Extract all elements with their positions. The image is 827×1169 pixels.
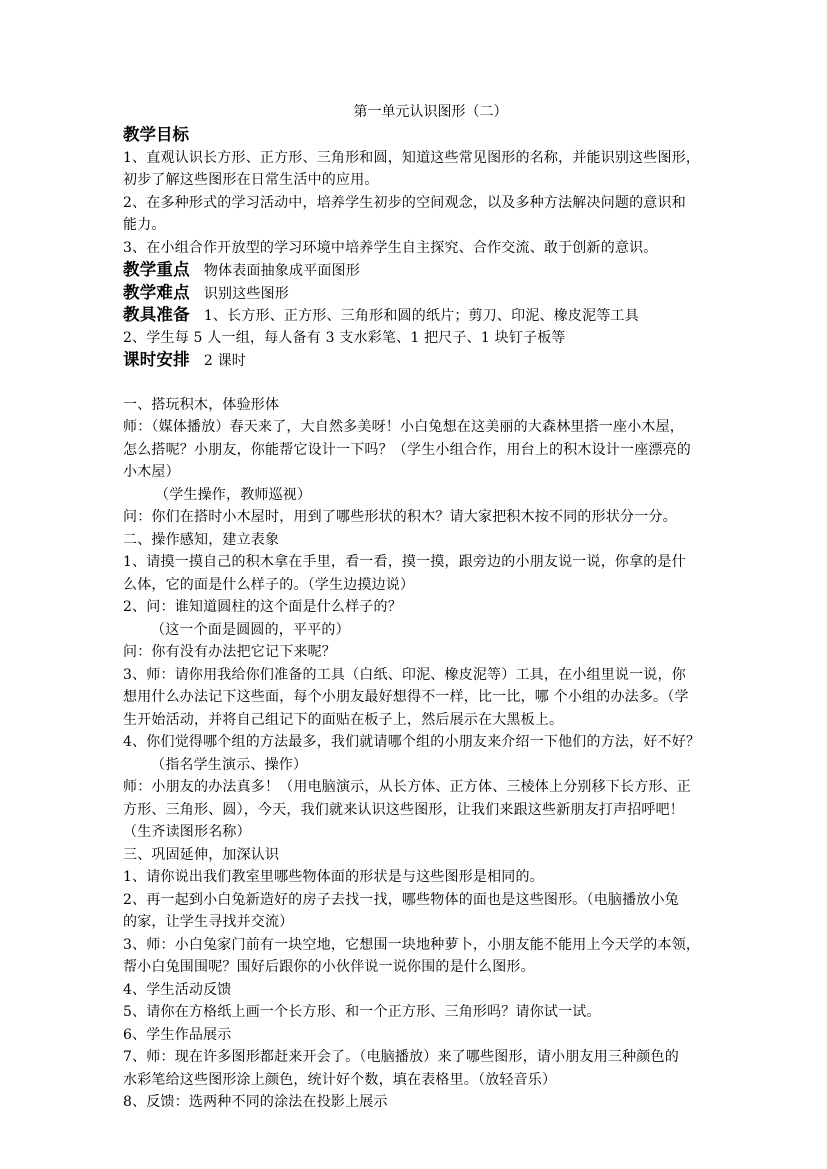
objective-line: 2、在多种形式的学习活动中，培养学生初步的空间观念，以及多种方法解决问题的意识和 [123, 194, 686, 211]
body-line: 问：你们在搭时小木屋时，用到了哪些形状的积木？请大家把积木按不同的形状分一分。 [123, 509, 677, 525]
body-line: 么体，它的面是什么样子的。（学生边摸边说） [123, 576, 415, 593]
body-line: 怎么搭呢？小朋友，你能帮它设计一下吗？（学生小组合作，用台上的积木设计一座漂亮的 [123, 441, 691, 458]
body-line: 水彩笔给这些图形涂上颜色，统计好个数，填在表格里。（放轻音乐） [123, 1071, 557, 1088]
body-line: 三、巩固延伸，加深认识 [123, 846, 280, 863]
document-title: 第一单元认识图形（二） [353, 104, 508, 120]
body-line: 2、再一起到小白兔新造好的房子去找一找，哪些物体的面也是这些图形。（电脑播放小兔 [123, 891, 679, 908]
spacer [123, 372, 708, 394]
objective-line: 3、在小组合作开放型的学习环境中培养学生自主探究、合作交流、敢于创新的意识。 [123, 239, 658, 256]
objective-line: 能力。 [123, 217, 166, 233]
body-line: 小木屋） [123, 464, 180, 480]
objective-line: 1、直观认识长方形、正方形、三角形和圆，知道这些常见图形的名称，并能识别这些图形， [123, 149, 701, 166]
body-line: 一、搭玩积木，体验形体 [123, 396, 280, 413]
body-line: 3、师：请你用我给你们准备的工具（白纸、印泥、橡皮泥等）工具，在小组里说一说，你 [123, 666, 686, 683]
body-line: 4、你们觉得哪个组的方法最多，我们就请哪个组的小朋友来介绍一下他们的方法，好不好？ [123, 734, 701, 750]
key-point-label: 教学重点 [123, 260, 190, 279]
schedule-row [123, 349, 708, 372]
body-line: 4、学生活动反馈 [123, 981, 232, 998]
body-line: 二、操作感知，建立表象 [123, 531, 280, 548]
body-line: 6、学生作品展示 [123, 1026, 232, 1043]
materials-row [123, 304, 708, 327]
document-page [123, 100, 708, 1114]
key-point-row [123, 259, 708, 282]
materials-value: 1、长方形、正方形、三角形和圆的纸片；剪刀、印泥、橡皮泥等工具 [203, 308, 639, 324]
body-line: 1、请你说出我们教室里哪些物体面的形状是与这些图形是相同的。 [123, 869, 544, 885]
key-point-value: 物体表面抽象成平面图形 [203, 263, 361, 279]
body-line: 生开始活动，并将自己组记下的面贴在板子上，然后展示在大黑板上。 [123, 711, 564, 728]
body-line: 1、请摸一摸自己的积木拿在手里，看一看，摸一摸，跟旁边的小朋友说一说，你拿的是什 [123, 554, 686, 570]
body-line: 3、师：小白兔家门前有一块空地，它想围一块地种萝卜，小朋友能不能用上今天学的本领， [123, 936, 701, 953]
body-line: 8、反馈：选两种不同的涂法在投影上展示 [123, 1094, 388, 1110]
difficulty-value: 识别这些图形 [203, 285, 290, 302]
materials-line2: 2、学生每 5 人一组，每人备有 3 支水彩笔、1 把尺子、1 块钉子板等 [123, 329, 566, 346]
body-line: 师：小朋友的办法真多！（用电脑演示，从长方体、正方体、三棱体上分别移下长方形、正 [123, 779, 691, 795]
body-line: 问：你有没有办法把它记下来呢？ [123, 644, 336, 660]
body-line: 师：（媒体播放）春天来了，大自然多美呀！小白兔想在这美丽的大森林里搭一座小木屋， [123, 419, 684, 435]
body-line: 方形、三角形、圆），今天，我们就来认识这些图形，让我们来跟这些新朋友打声招呼吧！ [123, 801, 684, 818]
body-line: 5、请你在方格纸上画一个长方形、和一个正方形、三角形吗？请你试一试。 [123, 1004, 601, 1020]
schedule-value: 2 课时 [203, 353, 246, 369]
lesson-body [123, 394, 708, 1114]
body-line: 的家，让学生寻找并交流） [123, 914, 294, 930]
materials-label: 教具准备 [123, 305, 190, 324]
body-line: 帮小白兔围围呢？围好后跟你的小伙伴说一说你围的是什么图形。 [123, 959, 535, 975]
objectives-heading: 教学目标 [123, 125, 189, 144]
difficulty-row [123, 282, 708, 305]
difficulty-label: 教学难点 [123, 282, 190, 302]
body-line: （这一个面是圆圆的，平平的） [151, 621, 350, 638]
body-line: 2、问：谁知道圆柱的这个面是什么样子的？ [123, 599, 402, 615]
objective-line: 初步了解这些图形在日常生活中的应用。 [123, 172, 379, 188]
schedule-label: 课时安排 [123, 350, 190, 369]
body-line: （指名学生演示、操作） [151, 756, 308, 773]
body-line: 想用什么办法记下这些面，每个小朋友最好想得不一样，比一比，哪 个小组的办法多。（学 [123, 689, 689, 705]
body-line: （生齐读图形名称） [123, 824, 251, 840]
body-line: 7、师：现在许多图形都赶来开会了。（电脑播放）来了哪些图形，请小朋友用三种颜色的 [123, 1049, 679, 1065]
body-line: （学生操作，教师巡视） [155, 486, 312, 503]
